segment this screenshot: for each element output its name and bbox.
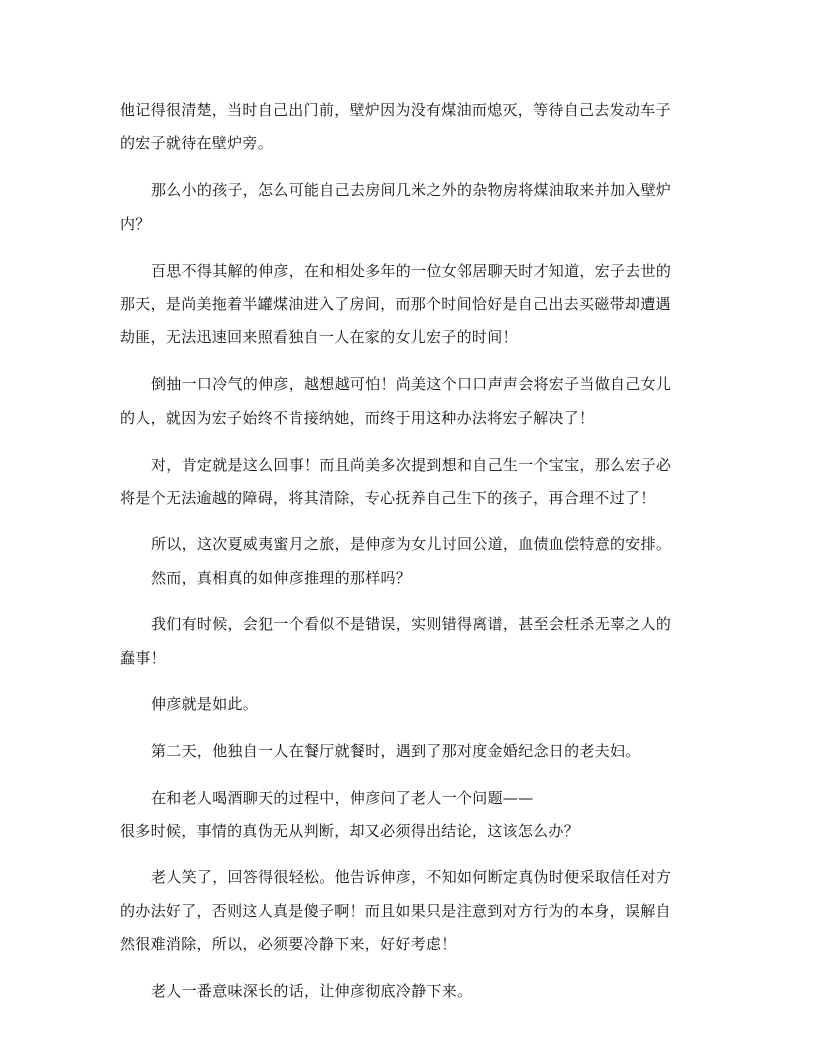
- text-line: 的人，就因为宏子始终不肯接纳她，而终于用这种办法将宏子解决了！: [120, 409, 595, 427]
- text-line: 蠢事！: [120, 649, 166, 667]
- text-line: 他记得很清楚，当时自己出门前，壁炉因为没有煤油而熄灭，等待自己去发动车子: [120, 101, 671, 119]
- text-line: 倒抽一口冷气的伸彦，越想越可怕！尚美这个口口声声会将宏子当做自己女儿: [151, 375, 672, 393]
- text-line: 的宏子就待在壁炉旁。: [120, 134, 274, 152]
- text-line: 第二天，他独自一人在餐厅就餐时，遇到了那对度金婚纪念日的老夫妇。: [151, 742, 641, 760]
- text-line: 那天，是尚美拖着半罐煤油进入了房间，而那个时间恰好是自己出去买磁带却遭遇: [120, 295, 671, 313]
- text-line: 在和老人喝酒聊天的过程中，伸彦问了老人一个问题——: [151, 789, 534, 807]
- text-line: 那么小的孩子，怎么可能自己去房间几米之外的杂物房将煤油取来并加入壁炉: [151, 181, 672, 199]
- text-line: 所以，这次夏威夷蜜月之旅，是伸彦为女儿讨回公道，血债血偿特意的安排。: [151, 535, 672, 553]
- text-line: 将是个无法逾越的障碍，将其清除，专心抚养自己生下的孩子，再合理不过了！: [120, 489, 656, 507]
- text-line: 老人笑了，回答得很轻松。他告诉伸彦，不知如何断定真伪时便采取信任对方: [151, 868, 672, 886]
- text-line: 很多时候，事情的真伪无从判断，却又必须得出结论，这该怎么办？: [120, 822, 580, 840]
- text-line: 对，肯定就是这么回事！而且尚美多次提到想和自己生一个宝宝，那么宏子必: [151, 456, 672, 474]
- text-line: 老人一番意味深长的话，让伸彦彻底冷静下来。: [151, 982, 473, 1000]
- text-line: 然很难消除，所以，必须要冷静下来，好好考虑！: [120, 935, 457, 953]
- text-line: 内？: [120, 215, 151, 233]
- text-line: 的办法好了，否则这人真是傻子啊！而且如果只是注意到对方行为的本身，误解自: [120, 902, 671, 920]
- text-line: 我们有时候，会犯一个看似不是错误，实则错得离谱，甚至会枉杀无辜之人的: [151, 615, 672, 633]
- text-line: 劫匪，无法迅速回来照看独自一人在家的女儿宏子的时间！: [120, 328, 518, 346]
- text-line: 伸彦就是如此。: [151, 695, 259, 713]
- text-line: 然而，真相真的如伸彦推理的那样吗？: [151, 569, 412, 587]
- text-line: 百思不得其解的伸彦，在和相处多年的一位女邻居聊天时才知道，宏子去世的: [151, 262, 672, 280]
